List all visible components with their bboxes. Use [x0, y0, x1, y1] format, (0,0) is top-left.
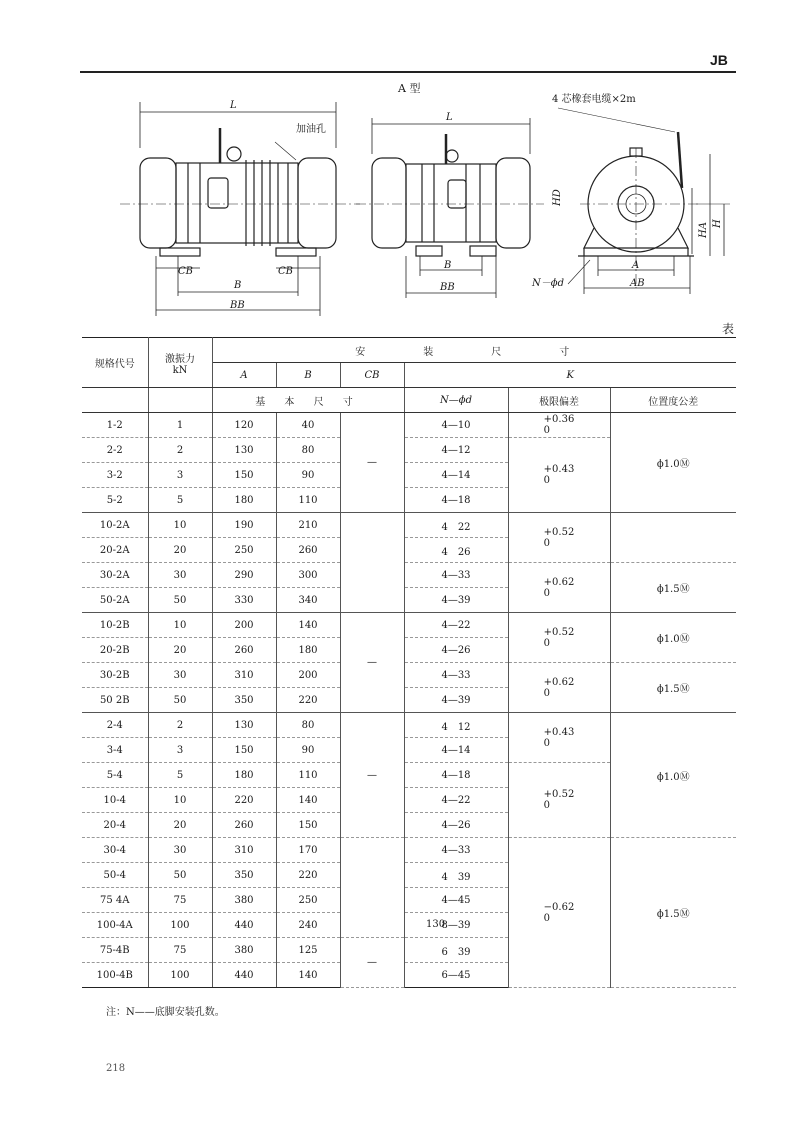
table-cell: 120: [212, 413, 276, 438]
spec-table: [82, 337, 736, 988]
table-cell: 75: [148, 938, 212, 963]
table-row: [82, 413, 736, 438]
table-cell: 310: [212, 838, 276, 863]
table-cell: 5-4: [82, 763, 148, 788]
table-cell: 4 39: [404, 863, 508, 888]
table-cell: 50-2A: [82, 588, 148, 613]
oil-hole-label: 加油孔: [296, 124, 326, 135]
motor-drawing: [100, 88, 750, 324]
table-cell: 6—45: [404, 963, 508, 988]
table-cell: 440: [212, 913, 276, 938]
table-cell: 125: [276, 938, 340, 963]
cb-cell: —: [340, 613, 404, 713]
table-cell: 260: [212, 813, 276, 838]
table-cell: 130: [212, 713, 276, 738]
table-cell: 20-4: [82, 813, 148, 838]
dev-cell: +0.36 0: [508, 413, 610, 438]
table-cell: 2: [148, 438, 212, 463]
table-cell: 380: [212, 938, 276, 963]
table-cell: 10: [148, 613, 212, 638]
table-cell: 180: [212, 488, 276, 513]
dev-cell: +0.52 0: [508, 763, 610, 838]
table-cell: 50: [148, 863, 212, 888]
table-cell: 3-2: [82, 463, 148, 488]
col-B: B: [276, 363, 340, 388]
table-cell: 90: [276, 463, 340, 488]
table-cell: 4—33: [404, 563, 508, 588]
col-spec-code: 规格代号: [82, 338, 148, 388]
dev-cell: +0.62 0: [508, 663, 610, 713]
table-cell: 30: [148, 563, 212, 588]
table-cell: 10: [148, 513, 212, 538]
table-cell: 50-4: [82, 863, 148, 888]
dim-B-1: B: [234, 280, 242, 291]
table-cell: 50: [148, 688, 212, 713]
cb-cell: —: [340, 938, 404, 988]
table-cell: 380: [212, 888, 276, 913]
col-install-dims: 安 装 尺 寸: [212, 338, 736, 363]
dim-B-2: B: [444, 260, 452, 271]
table-row: [82, 713, 736, 738]
table-cell: 290: [212, 563, 276, 588]
table-cell: 100: [148, 913, 212, 938]
table-cell: 140: [276, 788, 340, 813]
table-cell: 4—18: [404, 488, 508, 513]
dev-cell: +0.52 0: [508, 513, 610, 563]
table-cell: 180: [212, 763, 276, 788]
table-cell: 20: [148, 538, 212, 563]
col-force: [148, 338, 212, 388]
table-cell: 3: [148, 463, 212, 488]
footnote: 注：N——底脚安装孔数。: [106, 1007, 225, 1018]
pos-cell: ϕ1.5Ⓜ: [610, 838, 736, 988]
table-cell: 30-2B: [82, 663, 148, 688]
table-cell: 140: [276, 613, 340, 638]
table-cell: 30: [148, 663, 212, 688]
table-row: [82, 513, 736, 538]
table-cell: 5: [148, 488, 212, 513]
dim-L-2: L: [446, 112, 453, 123]
table-row: [82, 613, 736, 638]
col-N-phid: N—ϕd: [404, 388, 508, 413]
table-cell: 4—39: [404, 688, 508, 713]
table-cell: 30: [148, 838, 212, 863]
spacer-cell: [82, 388, 148, 413]
table-cell: 170: [276, 838, 340, 863]
cb-cell: [340, 513, 404, 613]
spacer-cell: [148, 388, 212, 413]
table-cell: 4 26: [404, 538, 508, 563]
dim-A: A: [632, 260, 640, 271]
table-cell: 300: [276, 563, 340, 588]
table-cell: 1-2: [82, 413, 148, 438]
table-cell: 75 4A: [82, 888, 148, 913]
table-cell: 8—39: [404, 913, 508, 938]
table-cell: 140: [276, 963, 340, 988]
table-cell: 75-4B: [82, 938, 148, 963]
dim-CB-left: CB: [178, 266, 193, 277]
dim-HA: HA: [698, 222, 709, 238]
table-cell: 4—10: [404, 413, 508, 438]
table-cell: 190: [212, 513, 276, 538]
table-cell: 50 2B: [82, 688, 148, 713]
pos-cell: ϕ1.0Ⓜ: [610, 613, 736, 663]
table-cell: 4 22: [404, 513, 508, 538]
col-pos-tol: 位置度公差: [610, 388, 736, 413]
table-cell: 440: [212, 963, 276, 988]
table-cell: 3: [148, 738, 212, 763]
table-cell: 350: [212, 688, 276, 713]
table-cell: 1: [148, 413, 212, 438]
dim-BB-1: BB: [230, 300, 245, 311]
table-cell: 210: [276, 513, 340, 538]
page-number: 218: [106, 1063, 126, 1074]
pos-cell: ϕ1.0Ⓜ: [610, 713, 736, 838]
col-limit-dev: 极限偏差: [508, 388, 610, 413]
dev-cell: +0.43 0: [508, 438, 610, 513]
header-rule: [80, 71, 736, 73]
table-cell: 340: [276, 588, 340, 613]
table-cell: 10-2B: [82, 613, 148, 638]
pos-cell: ϕ1.5Ⓜ: [610, 563, 736, 613]
table-cell: 240: [276, 913, 340, 938]
table-cell: 5: [148, 763, 212, 788]
table-cell: 6 39: [404, 938, 508, 963]
table-cell: 20: [148, 638, 212, 663]
table-cell: 40: [276, 413, 340, 438]
table-cell: 180: [276, 638, 340, 663]
table-cell: 4—33: [404, 838, 508, 863]
col-force-label: 激振力: [165, 353, 195, 365]
table-label: 表: [722, 322, 735, 336]
table-cell: 200: [276, 663, 340, 688]
table-cell: 2-4: [82, 713, 148, 738]
table-cell: 260: [212, 638, 276, 663]
dev-cell: −0.62 0: [508, 838, 610, 988]
table-cell: 220: [276, 688, 340, 713]
dim-N-phid: N－ϕd: [532, 278, 564, 289]
table-cell: 200: [212, 613, 276, 638]
table-cell: 5-2: [82, 488, 148, 513]
dev-cell: +0.62 0: [508, 563, 610, 613]
table-cell: 90: [276, 738, 340, 763]
table-cell: 4 12: [404, 713, 508, 738]
table-cell: 80: [276, 438, 340, 463]
header-row-1: [82, 338, 736, 363]
col-A: A: [212, 363, 276, 388]
table-row: [82, 838, 736, 863]
table-cell: 20-2B: [82, 638, 148, 663]
table-cell: 80: [276, 713, 340, 738]
table-cell: 4—45: [404, 888, 508, 913]
col-CB: CB: [340, 363, 404, 388]
cable-label: 4 芯橡套电缆×2m: [552, 94, 636, 105]
table-cell: 250: [212, 538, 276, 563]
table-cell: 30-2A: [82, 563, 148, 588]
table-cell: 4—26: [404, 813, 508, 838]
table-cell: 50: [148, 588, 212, 613]
cb-cell: —: [340, 413, 404, 513]
table-cell: 3-4: [82, 738, 148, 763]
table-cell: 220: [212, 788, 276, 813]
pos-cell: ϕ1.5Ⓜ: [610, 663, 736, 713]
cb-value-100-4a: 130: [426, 918, 446, 930]
dim-CB-right: CB: [278, 266, 293, 277]
table-cell: 130: [212, 438, 276, 463]
table-cell: 4—33: [404, 663, 508, 688]
table-cell: 4—14: [404, 738, 508, 763]
table-cell: 20: [148, 813, 212, 838]
table-cell: 4—39: [404, 588, 508, 613]
table-cell: 4—26: [404, 638, 508, 663]
standard-code: JB: [710, 52, 728, 68]
dim-H: H: [712, 219, 723, 228]
table-cell: 100-4A: [82, 913, 148, 938]
table-cell: 10-4: [82, 788, 148, 813]
col-K: K: [404, 363, 736, 388]
dev-cell: +0.43 0: [508, 713, 610, 763]
table-cell: 150: [276, 813, 340, 838]
table-cell: 10: [148, 788, 212, 813]
table-row: [82, 663, 736, 688]
table-cell: 2-2: [82, 438, 148, 463]
table-cell: 100-4B: [82, 963, 148, 988]
table-cell: 350: [212, 863, 276, 888]
table-cell: 110: [276, 488, 340, 513]
table-cell: 250: [276, 888, 340, 913]
table-cell: 310: [212, 663, 276, 688]
cb-cell: [340, 838, 404, 938]
table-cell: 10-2A: [82, 513, 148, 538]
table-cell: 2: [148, 713, 212, 738]
table-cell: 260: [276, 538, 340, 563]
table-cell: 150: [212, 738, 276, 763]
dev-cell: +0.52 0: [508, 613, 610, 663]
table-cell: 20-2A: [82, 538, 148, 563]
header-row-3: [82, 388, 736, 413]
table-cell: 220: [276, 863, 340, 888]
col-basic: 基 本 尺 寸: [212, 388, 404, 413]
table-row: [82, 563, 736, 588]
table-cell: 4—12: [404, 438, 508, 463]
col-force-unit: kN: [172, 364, 188, 376]
dim-AB: AB: [630, 278, 645, 289]
pos-cell: [610, 513, 736, 563]
table-cell: 4—18: [404, 763, 508, 788]
pos-cell: ϕ1.0Ⓜ: [610, 413, 736, 513]
table-cell: 4—22: [404, 613, 508, 638]
table-cell: 75: [148, 888, 212, 913]
dim-HD: HD: [552, 189, 563, 206]
cb-cell: —: [340, 713, 404, 838]
table-cell: 150: [212, 463, 276, 488]
table-cell: 4—22: [404, 788, 508, 813]
table-cell: 4—14: [404, 463, 508, 488]
dim-BB-2: BB: [440, 282, 455, 293]
table-cell: 100: [148, 963, 212, 988]
table-cell: 330: [212, 588, 276, 613]
drawing-type-label: A 型: [398, 82, 421, 95]
table-cell: 110: [276, 763, 340, 788]
table-cell: 30-4: [82, 838, 148, 863]
dim-L-1: L: [230, 100, 237, 111]
